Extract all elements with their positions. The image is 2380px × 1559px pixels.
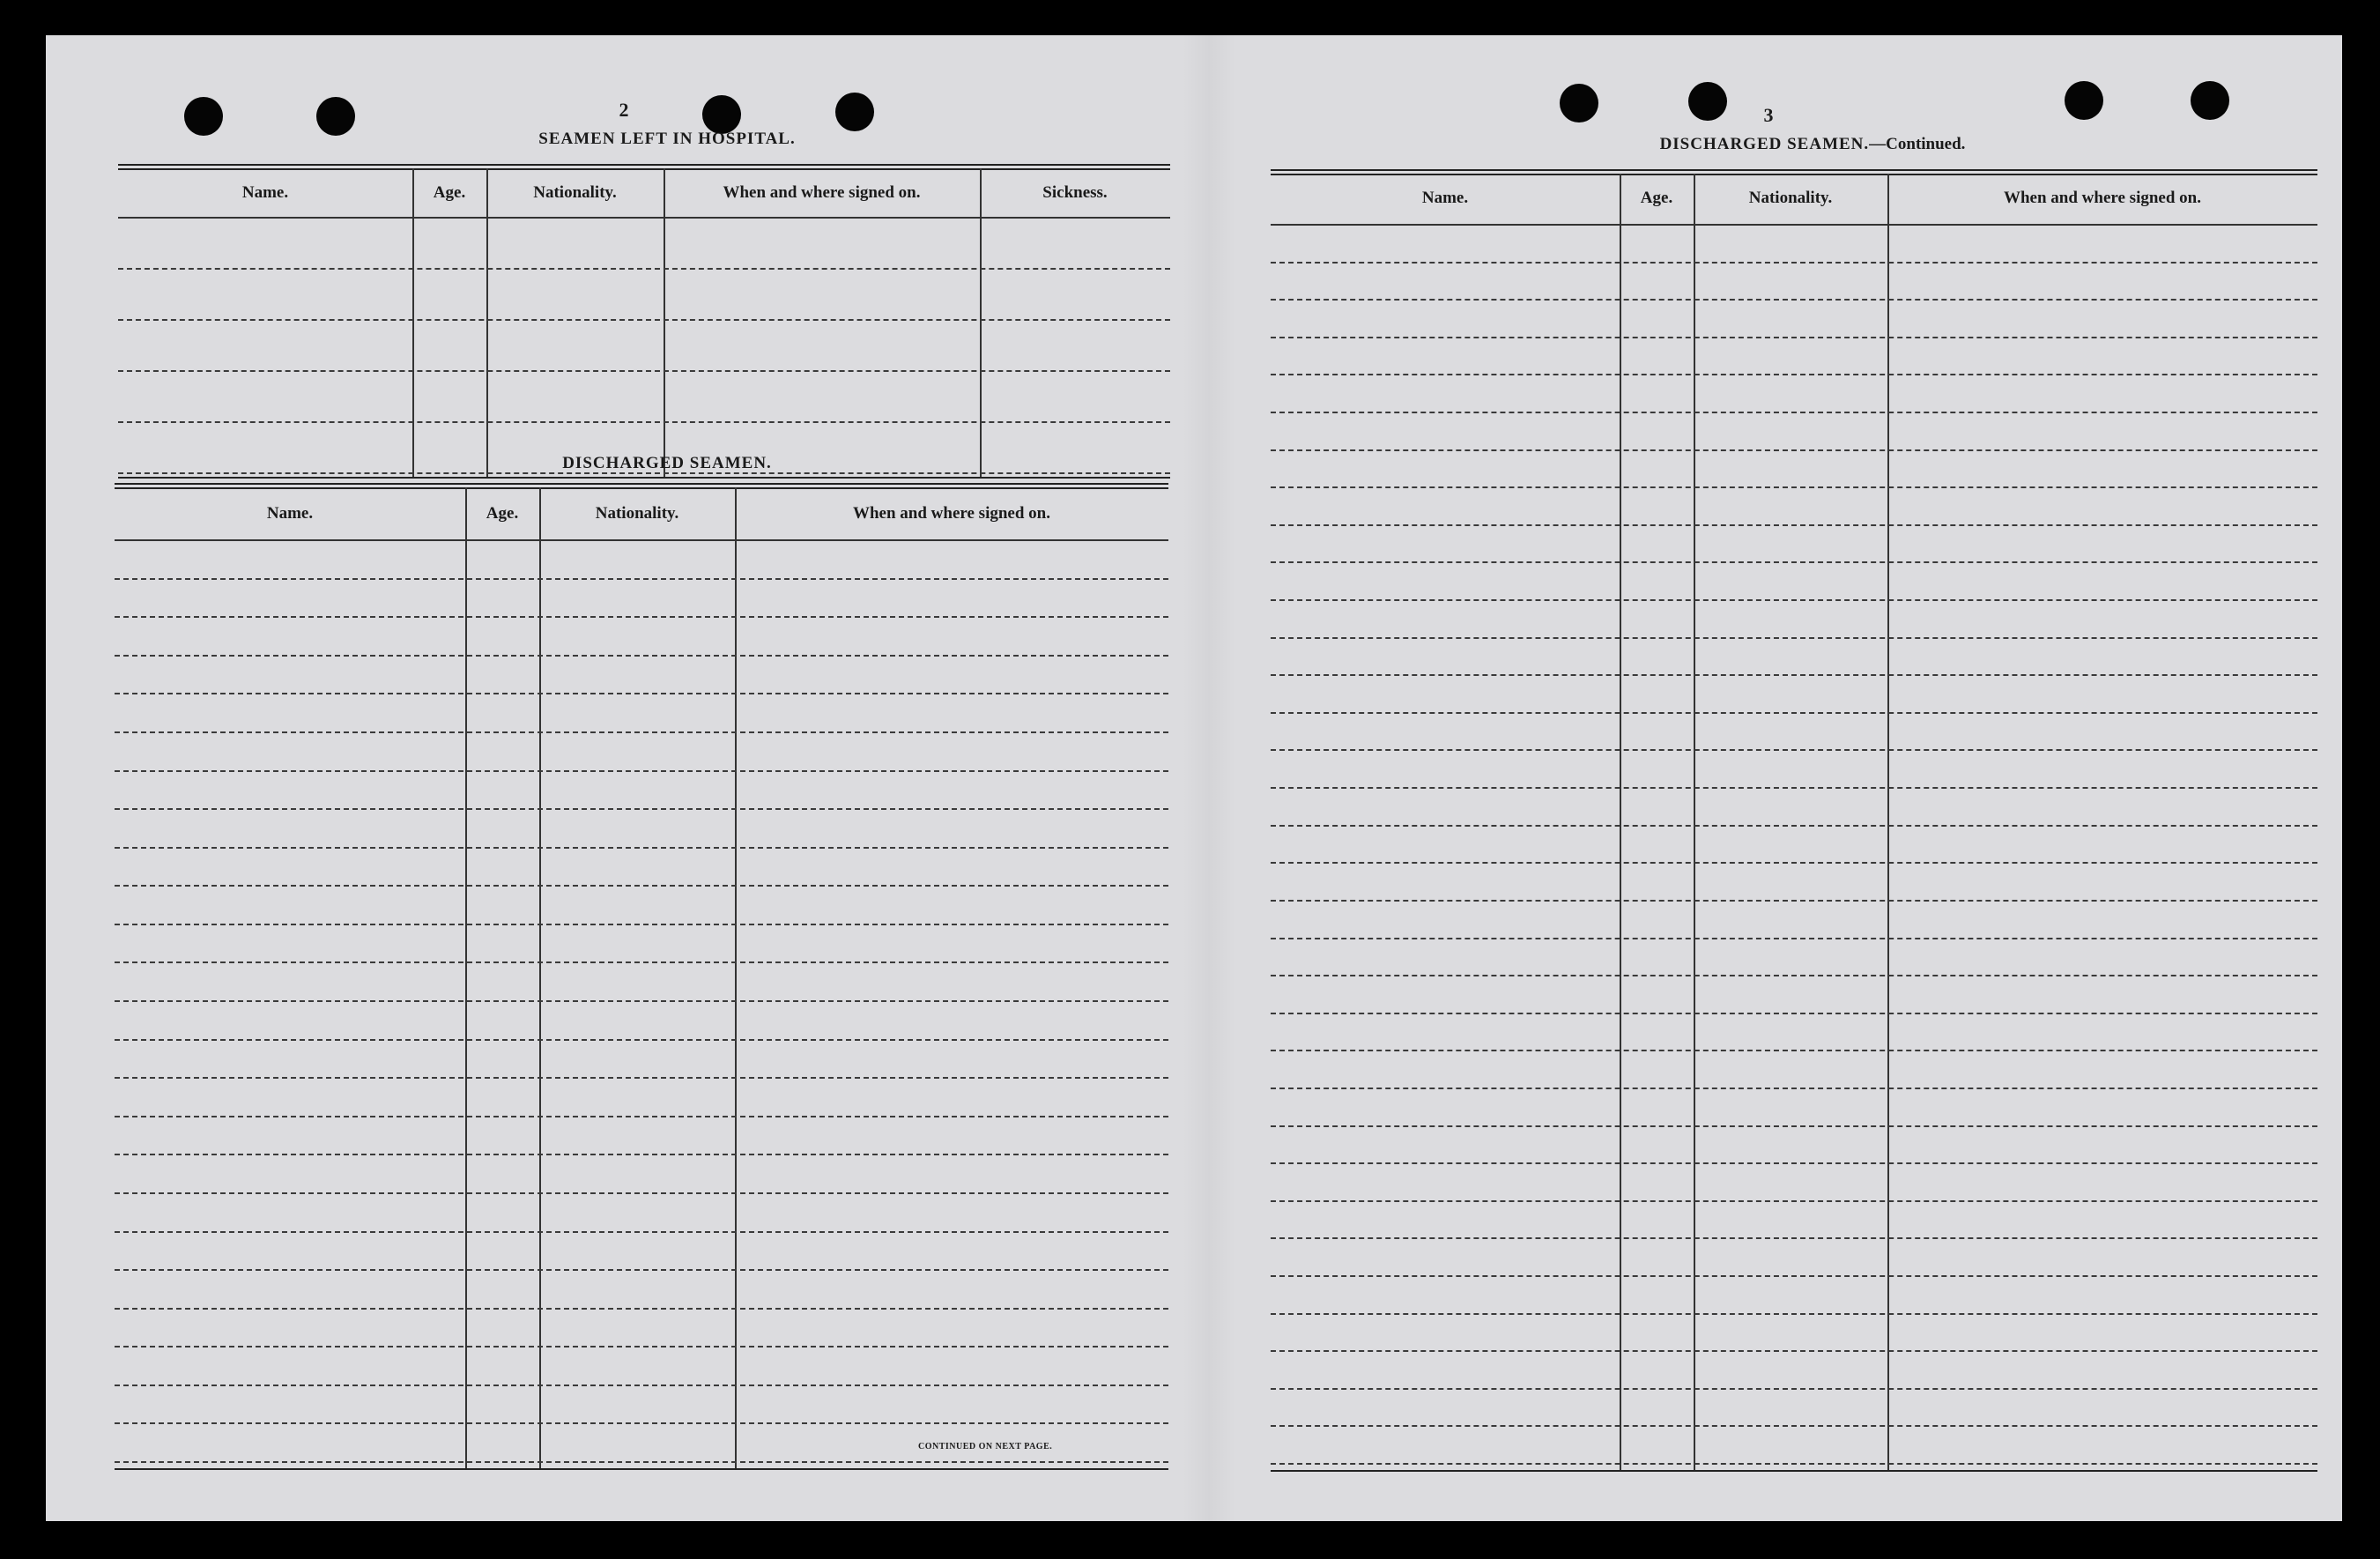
table-bottom-rule [115,1468,1168,1470]
table-row [1271,1050,2317,1051]
table-row [1271,1275,2317,1277]
table-row [1271,749,2317,751]
table-row [115,1039,1168,1041]
column-header-name: Name. [266,504,314,523]
table-row [1271,561,2317,563]
table-bottom-rule [118,477,1170,479]
column-header-age: Age. [1640,189,1673,207]
table-row [115,1308,1168,1310]
table-row [115,770,1168,772]
column-header-age: Age. [433,183,466,202]
punch-hole [702,95,741,134]
table-row [1271,1425,2317,1427]
table-row [115,1154,1168,1155]
discharged-section-title: DISCHARGED SEAMEN. [562,454,772,472]
table-row [115,1422,1168,1424]
punch-hole [316,97,355,136]
table-row [1271,1350,2317,1352]
table-row [115,808,1168,810]
table-row [118,268,1170,270]
column-divider [664,168,665,477]
table-row [115,1231,1168,1233]
table-row [1271,1088,2317,1089]
column-divider [539,487,541,1468]
discharged-table-right [1271,169,2317,1475]
table-row [115,924,1168,925]
document-sheet [46,35,2342,1521]
table-row [1271,262,2317,264]
table-row [1271,412,2317,413]
table-top-rule [1271,169,2317,175]
table-row [115,1346,1168,1347]
table-row [115,1385,1168,1386]
column-header-age: Age. [486,504,519,523]
punch-hole [2191,81,2229,120]
column-header-nationality: Nationality. [533,183,617,202]
column-header-signed-on: When and where signed on. [723,183,921,202]
column-header-name: Name. [1421,189,1469,207]
column-divider [412,168,414,477]
table-row [115,1192,1168,1194]
column-header-signed-on: When and where signed on. [2003,189,2201,207]
table-row [115,1116,1168,1117]
header-underline [118,217,1170,219]
table-row [1271,1237,2317,1239]
discharged-continued-title [1592,135,2033,154]
table-row [1271,637,2317,639]
table-row [115,847,1168,849]
table-row [115,961,1168,963]
table-row [1271,1388,2317,1390]
table-top-rule [118,164,1170,170]
table-row [118,370,1170,372]
table-row [1271,975,2317,976]
continued-footer: CONTINUED ON NEXT PAGE. [918,1442,1053,1451]
table-row [1271,486,2317,488]
table-row [1271,1200,2317,1202]
continued-suffix: —Continued. [1869,135,1966,153]
discharged-continued-title-main: DISCHARGED SEAMEN. [1659,135,1870,153]
column-divider [980,168,982,477]
table-row [1271,1125,2317,1127]
table-row [1271,1162,2317,1164]
table-row [1271,712,2317,714]
column-divider [735,487,737,1468]
column-header-nationality: Nationality. [1748,189,1833,207]
column-header-sickness: Sickness. [1042,183,1108,202]
table-row [115,616,1168,618]
punch-hole [835,93,874,131]
hospital-table [118,164,1170,483]
page-number-right: 3 [1763,104,1774,126]
punch-hole [2065,81,2103,120]
table-row [1271,862,2317,864]
table-row [115,885,1168,887]
column-header-nationality: Nationality. [595,504,679,523]
table-bottom-rule [1271,1470,2317,1472]
table-row [1271,599,2317,601]
table-row [1271,449,2317,451]
table-row [1271,524,2317,526]
table-row [115,578,1168,580]
table-row [1271,1313,2317,1315]
table-row [1271,1013,2317,1014]
table-top-rule [115,483,1168,489]
table-row [1271,374,2317,375]
hospital-section-title: SEAMEN LEFT IN HOSPITAL. [538,130,796,148]
discharged-table-left [115,483,1168,1474]
table-row [1271,674,2317,676]
table-row [115,655,1168,657]
table-row [1271,337,2317,338]
table-row [1271,1463,2317,1465]
table-row [1271,825,2317,827]
table-row [115,1461,1168,1463]
table-row [1271,787,2317,789]
page-number-left: 2 [619,99,629,121]
table-row [118,421,1170,423]
table-row [118,319,1170,321]
column-divider [465,487,467,1468]
header-underline [115,539,1168,541]
table-row [1271,938,2317,939]
table-row [115,1000,1168,1002]
page-fold [1183,35,1235,1521]
table-row [1271,299,2317,301]
punch-hole [1560,84,1598,122]
table-row [115,731,1168,733]
table-row [115,1269,1168,1271]
table-row [1271,900,2317,902]
table-row [115,693,1168,694]
punch-hole [184,97,223,136]
column-header-signed-on: When and where signed on. [852,504,1050,523]
header-underline [1271,224,2317,226]
table-row [115,1077,1168,1079]
column-header-name: Name. [241,183,289,202]
punch-hole [1688,82,1727,121]
column-divider [486,168,488,477]
